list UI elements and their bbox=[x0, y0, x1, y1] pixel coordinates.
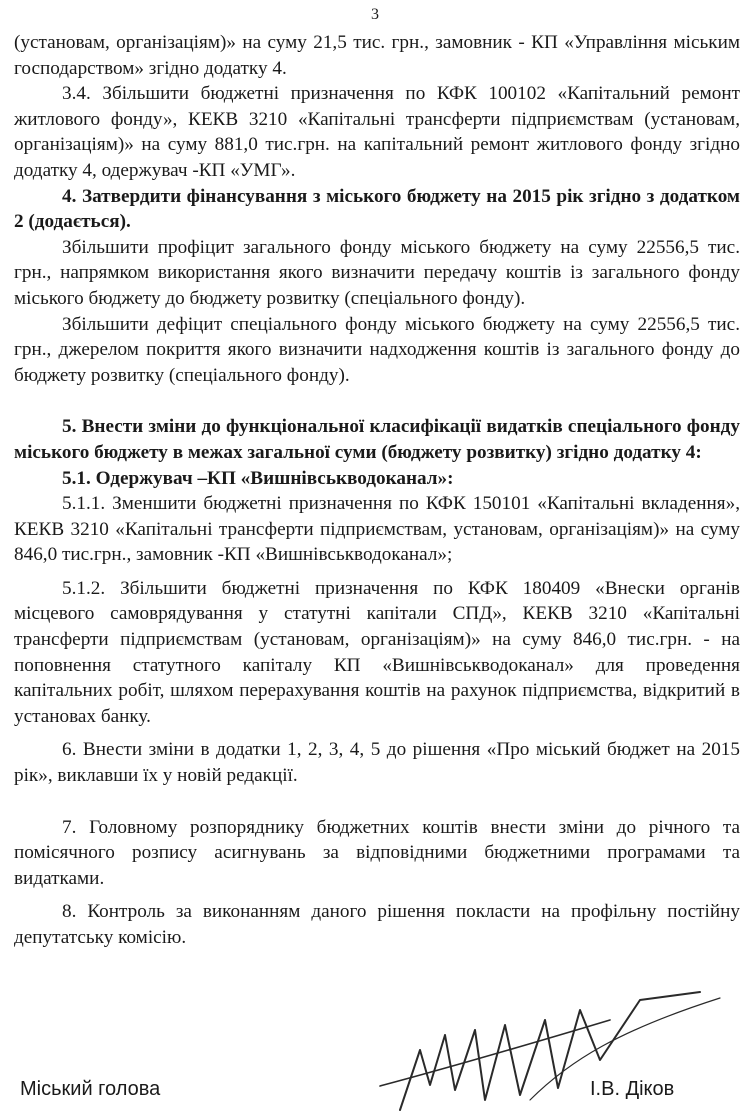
paragraph-7: 7. Головному розпоряднику бюджетних коштів внести зміни до річного та помісячного розпису асигнувань за відповідними бюджетними програмами та видатками. bbox=[14, 816, 740, 889]
paragraph-5-1-2: 5.1.2. Збільшити бюджетні призначення по КФК 180409 «Внески органів місцевого самоврядування у статутні капітали СПД», КЕКВ 3210 «Капітальні трансферти підприємствам (установам, організаціям)» на суму 846,0 тис.грн. - на поповнення статутного капіталу КП «Вишнівськводоканал» для проведення капітальних робіт, шляхом перерахування коштів на рахунок підприємства, відкритий в установах банку. bbox=[14, 577, 740, 727]
paragraph-deficit: Збільшити дефіцит спеціального фонду міського бюджету на суму 22556,5 тис. грн., джерелом покриття якого визначити надходження коштів із загального фонду до бюджету розвитку (спеціального фонду). bbox=[14, 313, 740, 386]
document-body bbox=[14, 30, 740, 951]
paragraph-8: 8. Контроль за виконанням даного рішення покласти на профільну постійну депутатську комісію. bbox=[14, 901, 740, 948]
signatory-name: І.В. Діков bbox=[590, 1078, 675, 1100]
paragraph-continuation: (установам, організаціям)» на суму 21,5 тис. грн., замовник - КП «Управління міським господарством» згідно додатку 4. bbox=[14, 32, 740, 79]
paragraph-6: 6. Внести зміни в додатки 1, 2, 3, 4, 5 до рішення «Про міський бюджет на 2015 рік», виклавши їх у новій редакції. bbox=[14, 739, 740, 787]
paragraph-4-heading: 4. Затвердити фінансування з міського бюджету на 2015 рік згідно з додатком 2 (додається). bbox=[14, 185, 740, 233]
paragraph-proficit: Збільшити профіцит загального фонду міського бюджету на суму 22556,5 тис. грн., напрямком використання якого визначити передачу коштів із загального фонду міського бюджету до бюджету розвитку (спеціального фонду). bbox=[14, 236, 740, 309]
paragraph-5-1-heading: 5.1. Одержувач –КП «Вишнівськводоканал»: bbox=[62, 467, 454, 489]
paragraph-5-1-1: 5.1.1. Зменшити бюджетні призначення по КФК 150101 «Капітальні вкладення», КЕКВ 3210 «Капітальні трансферти підприємствам, установам, організаціям)» на суму 846,0 тис.грн., замовник -КП «Вишнівськводоканал»; bbox=[14, 493, 740, 566]
paragraph-5-heading: 5. Внести зміни до функціональної класифікації видатків спеціального фонду міського бюджету в межах загальної суми (бюджету розвитку) згідно додатку 4: bbox=[14, 416, 740, 463]
signatory-title: Міський голова bbox=[20, 1078, 161, 1100]
page-number: 3 bbox=[371, 6, 379, 23]
paragraph-3-4: 3.4. Збільшити бюджетні призначення по КФК 100102 «Капітальний ремонт житлового фонду», КЕКВ 3210 «Капітальні трансферти підприємствам (установам, організаціям)» на суму 881,0 тис.грн. на капітальний ремонт житлового фонду згідно додатку 4, одержувач -КП «УМГ». bbox=[14, 83, 740, 181]
